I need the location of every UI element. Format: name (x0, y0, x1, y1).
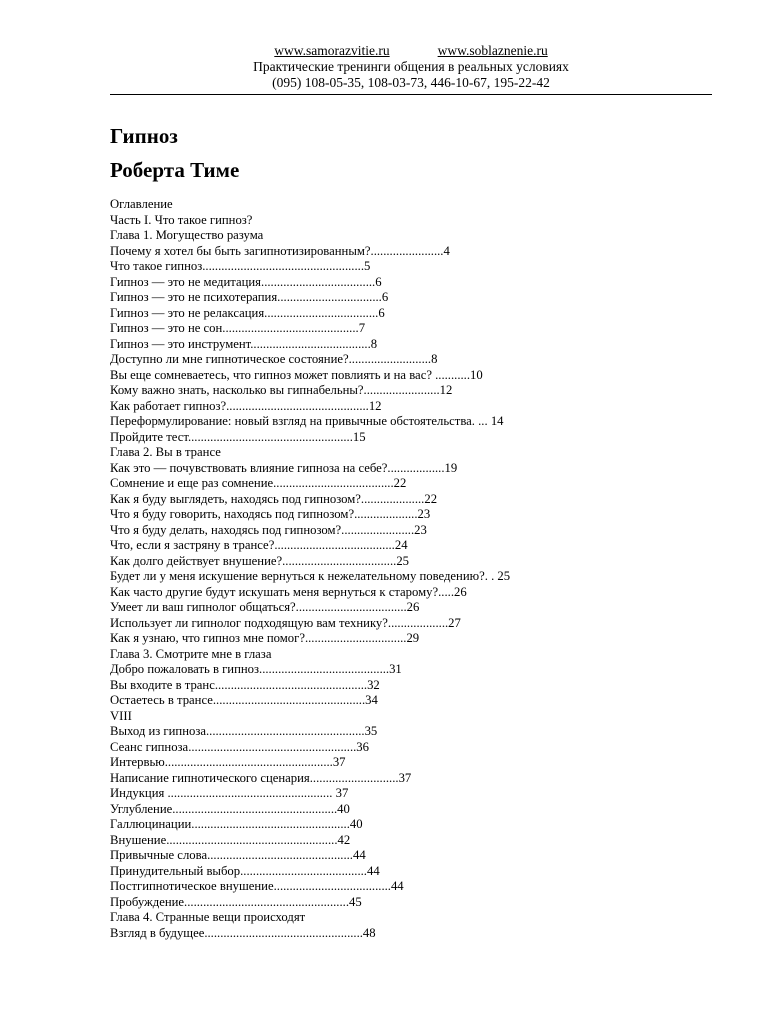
header-phones: (095) 108-05-35, 108-03-73, 446-10-67, 195-22-42 (272, 75, 550, 90)
toc-entry: Будет ли у меня искушение вернуться к нежелательному поведению?. . 25 (110, 569, 511, 583)
toc-entry: Доступно ли мне гипнотическое состояние?..........................8 (110, 352, 438, 366)
header-divider (110, 94, 712, 95)
toc-entry: Как часто другие будут искушать меня вернуться к старому?.....26 (110, 584, 467, 599)
toc-entry: Как я узнаю, что гипноз мне помог?................................29 (110, 631, 420, 645)
toc-entry: Гипноз — это инструмент......................................8 (110, 336, 378, 351)
toc-entry: Постгипнотическое внушение.....................................44 (110, 879, 404, 893)
book-title: Гипноз (110, 124, 178, 148)
toc-entry: Почему я хотел бы быть загипнотизированным?.......................4 (110, 243, 450, 258)
toc-entry: Умеет ли ваш гипнолог общаться?...................................26 (110, 600, 420, 614)
toc-entry: Гипноз — это не психотерапия.................................6 (110, 290, 389, 304)
toc-entry: Что такое гипноз...................................................5 (110, 259, 371, 273)
toc-entry: Гипноз — это не релаксация....................................6 (110, 305, 385, 320)
toc-entry: Глава 2. Вы в трансе (110, 445, 221, 459)
website-link-soblaznenie[interactable]: www.soblaznenie.ru (437, 43, 548, 58)
toc-entry: Интервью.....................................................37 (110, 755, 346, 769)
toc-entry: Переформулирование: новый взгляд на привычные обстоятельства. ... 14 (110, 414, 504, 428)
header-links (110, 43, 712, 59)
toc-entry: Сомнение и еще раз сомнение......................................22 (110, 476, 407, 490)
toc-entry: Пройдите тест....................................................15 (110, 429, 366, 444)
toc-entry: Гипноз — это не медитация....................................6 (110, 274, 382, 289)
toc-entry: Взгляд в будущее..................................................48 (110, 925, 376, 940)
toc-entry: Выход из гипноза..................................................35 (110, 724, 378, 738)
toc-entry: VIII (110, 708, 132, 723)
page-header (110, 43, 712, 91)
toc-entry: Сеанс гипноза.....................................................36 (110, 739, 369, 754)
toc-entry: Как работает гипноз?.............................................12 (110, 398, 382, 413)
toc-entry: Что, если я застряну в трансе?......................................24 (110, 538, 408, 552)
toc-entry: Остаетесь в трансе................................................34 (110, 693, 378, 707)
website-link-samorazvitie[interactable]: www.samorazvitie.ru (274, 43, 390, 58)
toc-entry: Оглавление (110, 197, 173, 211)
toc-entry: Что я буду делать, находясь под гипнозом?.......................23 (110, 522, 427, 537)
toc-entry: Как это — почувствовать влияние гипноза на себе?..................19 (110, 460, 458, 475)
toc-entry: Привычные слова..............................................44 (110, 848, 366, 862)
toc-entry: Вы входите в транс................................................32 (110, 677, 380, 692)
toc-entry: Использует ли гипнолог подходящую вам технику?...................27 (110, 615, 461, 630)
toc-entry: Кому важно знать, насколько вы гипнабельны?........................12 (110, 383, 453, 397)
toc-entry: Часть I. Что такое гипноз? (110, 212, 253, 227)
header-tagline: Практические тренинги общения в реальных условиях (253, 59, 569, 74)
table-of-contents (110, 197, 720, 941)
toc-entry: Индукция .................................................... 37 (110, 786, 349, 800)
toc-entry: Гипноз — это не сон...........................................7 (110, 321, 366, 335)
toc-entry: Глава 1. Могущество разума (110, 228, 264, 242)
toc-entry: Пробуждение....................................................45 (110, 894, 362, 909)
toc-entry: Принудительный выбор........................................44 (110, 863, 380, 878)
toc-entry: Что я буду говорить, находясь под гипнозом?....................23 (110, 507, 431, 521)
toc-entry: Вы еще сомневаетесь, что гипноз может повлиять и на вас? ...........10 (110, 367, 483, 382)
toc-entry: Написание гипнотического сценария............................37 (110, 770, 412, 785)
toc-entry: Глава 4. Странные вещи происходят (110, 910, 306, 924)
toc-entry: Углубление....................................................40 (110, 801, 350, 816)
toc-entry: Галлюцинации..................................................40 (110, 817, 363, 831)
toc-entry: Добро пожаловать в гипноз.........................................31 (110, 662, 402, 676)
toc-entry: Как я буду выглядеть, находясь под гипнозом?....................22 (110, 491, 438, 506)
toc-entry: Глава 3. Смотрите мне в глаза (110, 646, 272, 661)
book-author: Роберта Тиме (110, 158, 240, 182)
toc-entry: Как долго действует внушение?....................................25 (110, 553, 410, 568)
toc-entry: Внушение......................................................42 (110, 832, 351, 847)
